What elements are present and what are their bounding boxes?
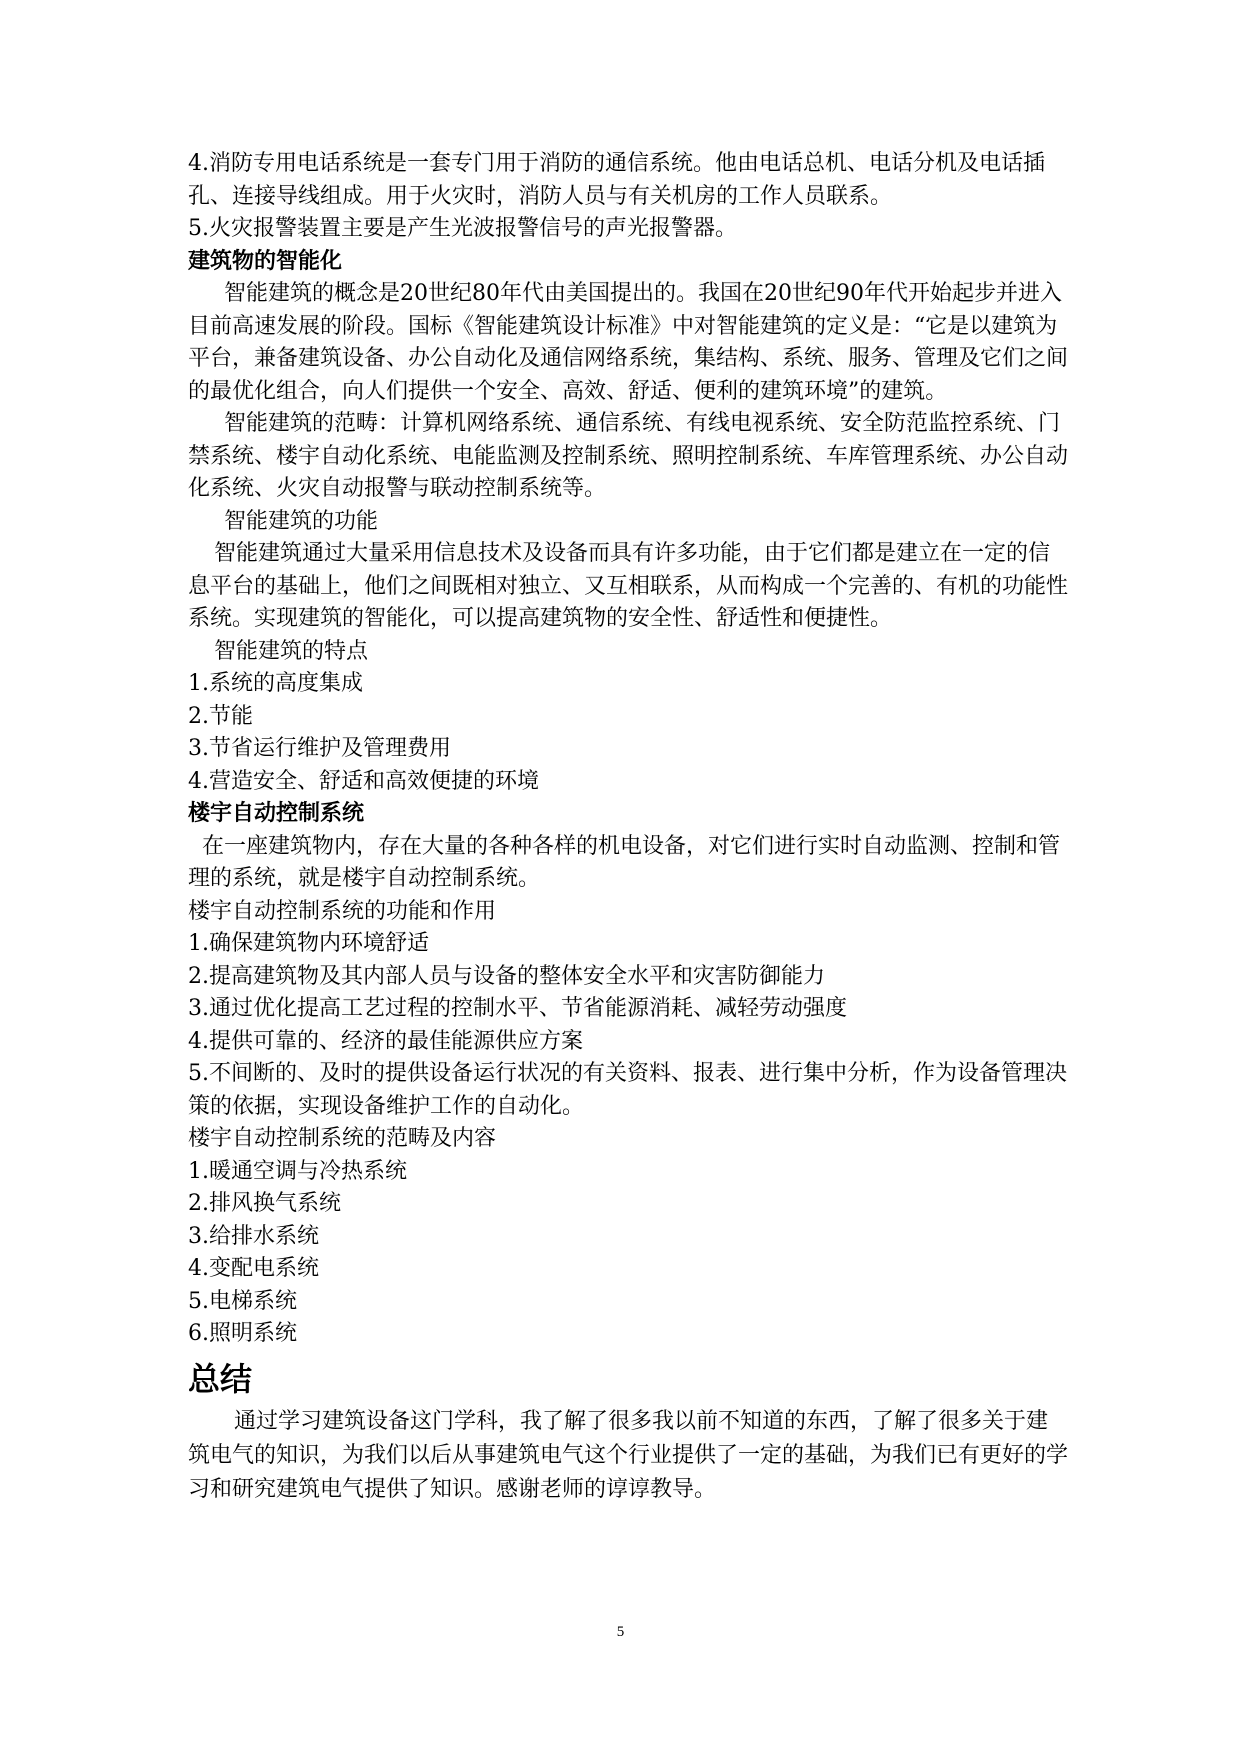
intelligent-scope-paragraph: 智能建筑的范畴：计算机网络系统、通信系统、有线电视系统、安全防范监控系统、门禁系统、楼宇自动化系统、电能监测及控制系统、照明控制系统、车库管理系统、办公自动化系统、火灾自动报警与联动控制系统等。 bbox=[188, 411, 1069, 501]
scope-item: 4.变配电系统 bbox=[188, 1256, 319, 1281]
role-item: 3.通过优化提高工艺过程的控制水平、节省能源消耗、减轻劳动强度 bbox=[188, 996, 847, 1021]
bas-scope-title: 楼宇自动控制系统的范畴及内容 bbox=[188, 1126, 497, 1151]
summary-paragraph: 通过学习建筑设备这门学科，我了解了很多我以前不知道的东西，了解了很多关于建筑电气的知识，为我们以后从事建筑电气这个行业提供了一定的基础，为我们已有更好的学习和研究建筑电气提供了知识。感谢老师的谆谆教导。 bbox=[188, 1408, 1069, 1502]
feature-item: 2.节能 bbox=[188, 703, 253, 729]
intelligent-features-title: 智能建筑的特点 bbox=[214, 638, 369, 664]
summary-heading: 总结 bbox=[188, 1359, 253, 1398]
fire-item-4: 4.消防专用电话系统是一套专门用于消防的通信系统。他由电话总机、电话分机及电话插孔、连接导线组成。用于火灾时，消防人员与有关机房的工作人员联系。 bbox=[188, 151, 1045, 209]
role-item: 1.确保建筑物内环境舒适 bbox=[188, 931, 429, 956]
feature-item: 1.系统的高度集成 bbox=[188, 671, 363, 696]
feature-item: 4.营造安全、舒适和高效便捷的环境 bbox=[188, 768, 539, 794]
role-item: 4.提供可靠的、经济的最佳能源供应方案 bbox=[188, 1028, 583, 1054]
scope-item: 2.排风换气系统 bbox=[188, 1191, 341, 1216]
section-heading-bas: 楼宇自动控制系统 bbox=[188, 801, 365, 826]
scope-item: 3.给排水系统 bbox=[188, 1223, 319, 1249]
feature-item: 3.节省运行维护及管理费用 bbox=[188, 736, 451, 761]
scope-item: 1.暖通空调与冷热系统 bbox=[188, 1158, 407, 1184]
intelligent-concept-paragraph: 智能建筑的概念是20世纪80年代由美国提出的。我国在20世纪90年代开始起步并进入目前高速发展的阶段。国标《智能建筑设计标准》中对智能建筑的定义是：“它是以建筑为平台，兼备建筑设备、办公自动化及通信网络系统，集结构、系统、服务、管理及它们之间的最优化组合，向人们提供一个安全、高效、舒适、便利的建筑环境”的建筑。 bbox=[188, 281, 1069, 404]
fire-item-5: 5.火灾报警装置主要是产生光波报警信号的声光报警器。 bbox=[188, 216, 737, 241]
bas-intro-paragraph: 在一座建筑物内，存在大量的各种各样的机电设备，对它们进行实时自动监测、控制和管理的系统，就是楼宇自动控制系统。 bbox=[188, 833, 1061, 891]
scope-item: 5.电梯系统 bbox=[188, 1288, 297, 1314]
section-heading-intelligent: 建筑物的智能化 bbox=[188, 248, 343, 274]
role-item: 5.不间断的、及时的提供设备运行状况的有关资料、报表、进行集中分析，作为设备管理决策的依据，实现设备维护工作的自动化。 bbox=[188, 1061, 1067, 1119]
page-number: 5 bbox=[616, 1624, 625, 1640]
bas-roles-title: 楼宇自动控制系统的功能和作用 bbox=[188, 898, 497, 924]
intelligent-function-paragraph: 智能建筑通过大量采用信息技术及设备而具有许多功能，由于它们都是建立在一定的信息平台的基础上，他们之间既相对独立、又互相联系，从而构成一个完善的、有机的功能性系统。实现建筑的智能化，可以提高建筑物的安全性、舒适性和便捷性。 bbox=[188, 541, 1069, 631]
intelligent-function-title: 智能建筑的功能 bbox=[224, 508, 379, 534]
role-item: 2.提高建筑物及其内部人员与设备的整体安全水平和灾害防御能力 bbox=[188, 963, 825, 989]
page-content bbox=[188, 148, 1068, 1507]
scope-item: 6.照明系统 bbox=[188, 1321, 297, 1346]
